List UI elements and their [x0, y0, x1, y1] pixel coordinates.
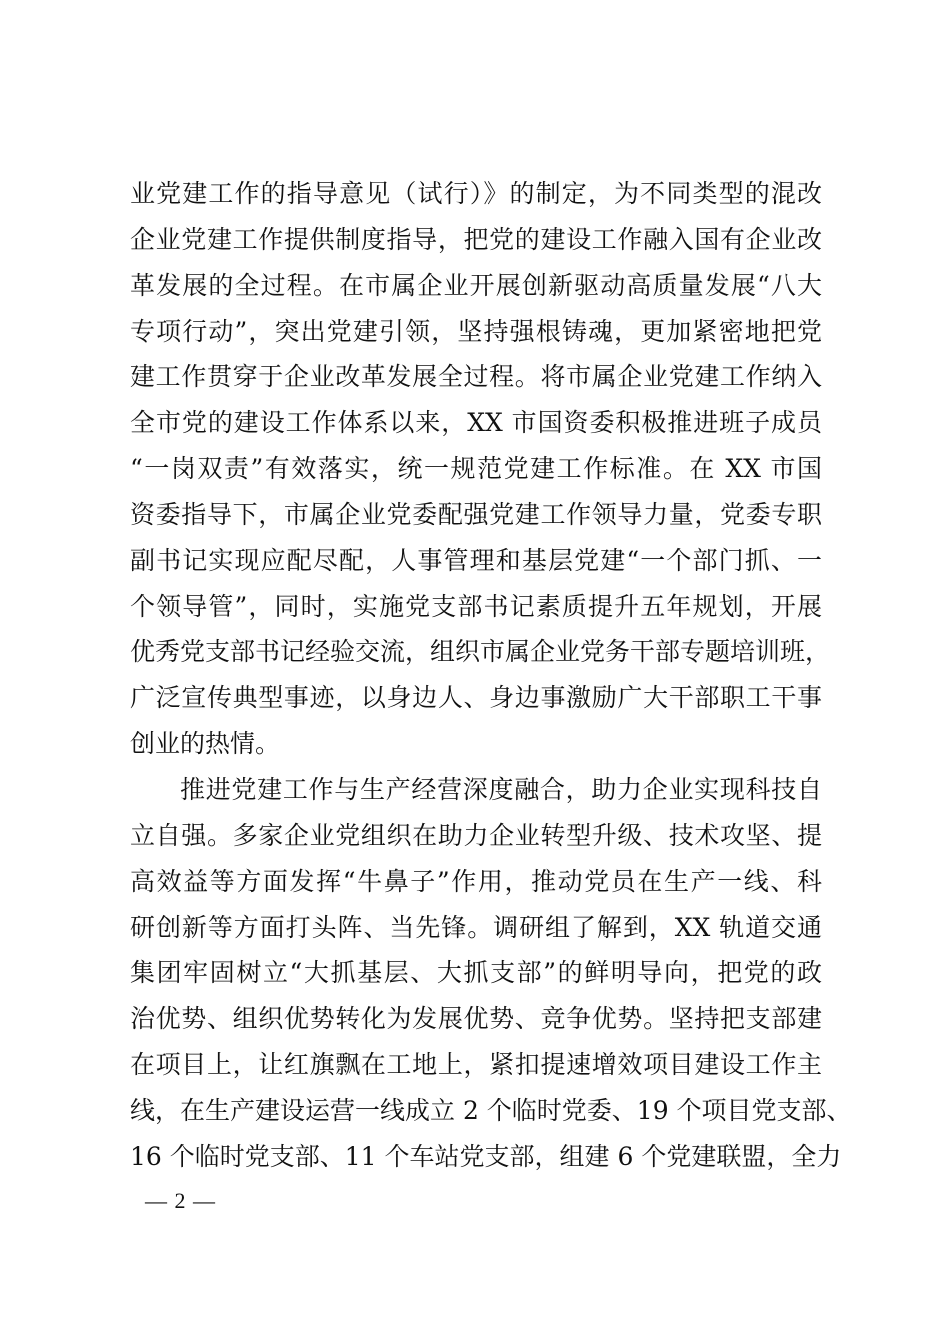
text-line: 线，在生产建设运营一线成立 2 个临时党委、19 个项目党支部、 — [130, 1095, 852, 1125]
text-line: 建工作贯穿于企业改革发展全过程。将市属企业党建工作纳入 — [130, 362, 822, 392]
text-line: 研创新等方面打头阵、当先锋。调研组了解到，XX 轨道交通 — [130, 912, 822, 942]
paragraph-1 — [130, 171, 831, 767]
text-line: 高效益等方面发挥“牛鼻子”作用，推动党员在生产一线、科 — [130, 866, 822, 896]
text-line: 业党建工作的指导意见（试行）》的制定，为不同类型的混改 — [130, 179, 822, 208]
text-line: 在项目上，让红旗飘在工地上，紧扣提速增效项目建设工作主 — [130, 1050, 822, 1080]
text-line: 广泛宣传典型事迹，以身边人、身边事激励广大干部职工干事 — [130, 683, 822, 713]
text-line: 优秀党支部书记经验交流，组织市属企业党务干部专题培训班， — [130, 637, 831, 667]
text-line: “一岗双责”有效落实，统一规范党建工作标准。在 XX 市国 — [130, 454, 822, 484]
text-line: 集团牢固树立“大抓基层、大抓支部”的鲜明导向，把党的政 — [130, 958, 822, 988]
text-line: 全市党的建设工作体系以来，XX 市国资委积极推进班子成员 — [130, 408, 822, 438]
text-line: 创业的热情。 — [130, 729, 281, 759]
page-number: — 2 — — [145, 1188, 216, 1213]
text-line: 革发展的全过程。在市属企业开展创新驱动高质量发展“八大 — [130, 270, 822, 300]
text-line: 个领导管”，同时，实施党支部书记素质提升五年规划，开展 — [130, 591, 822, 621]
text-line: 推进党建工作与生产经营深度融合，助力企业实现科技自 — [180, 774, 822, 804]
text-line: 专项行动”，突出党建引领，坚持强根铸魂，更加紧密地把党 — [130, 316, 822, 346]
text-line: 治优势、组织优势转化为发展优势、竞争优势。坚持把支部建 — [130, 1004, 822, 1034]
text-line: 副书记实现应配尽配，人事管理和基层党建“一个部门抓、一 — [130, 545, 822, 575]
text-line: 16 个临时党支部、11 个车站党支部，组建 6 个党建联盟，全力 — [130, 1141, 842, 1171]
body-text — [130, 171, 852, 1180]
paragraph-2 — [130, 767, 852, 1180]
text-line: 企业党建工作提供制度指导，把党的建设工作融入国有企业改 — [130, 224, 822, 254]
text-line: 立自强。多家企业党组织在助力企业转型升级、技术攻坚、提 — [130, 820, 822, 850]
text-line: 资委指导下，市属企业党委配强党建工作领导力量，党委专职 — [130, 499, 822, 529]
